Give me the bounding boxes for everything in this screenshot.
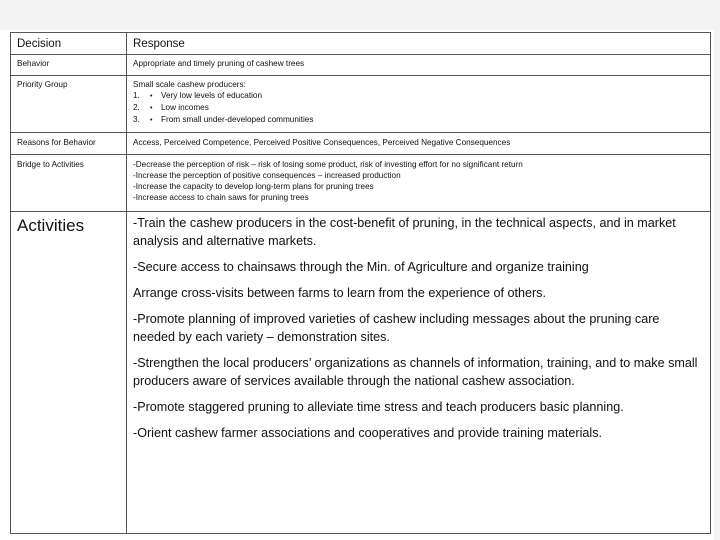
priority-group-label: Priority Group: [11, 76, 127, 133]
priority-item-number: 1.: [133, 91, 140, 100]
slide-top-band: [0, 0, 720, 30]
behavior-label: Behavior: [11, 55, 127, 76]
activity-item: -Secure access to chainsaws through the Min. of Agriculture and organize training: [133, 260, 589, 274]
activities-label: Activities: [17, 216, 85, 235]
priority-item-text: Low incomes: [161, 103, 209, 112]
reasons-label: Reasons for Behavior: [11, 133, 127, 155]
bullet-icon: •: [150, 105, 153, 112]
bridge-row: [11, 155, 711, 212]
table-header-row: [11, 33, 711, 55]
activity-item: -Train the cashew producers in the cost-benefit of pruning, in the technical aspects, and in market analysis and alternative markets.: [133, 216, 676, 248]
activity-item: -Promote staggered pruning to alleviate time stress and teach producers basic planning.: [133, 400, 624, 414]
bridge-line: -Decrease the perception of risk – risk of losing some product, risk of investing effort for no significant return: [133, 160, 523, 169]
priority-group-intro: Small scale cashew producers:: [133, 80, 246, 89]
bridge-line: -Increase the perception of positive consequences – increased production: [133, 171, 401, 180]
decision-table: [10, 32, 711, 534]
bridge-value: [127, 155, 711, 212]
bullet-icon: •: [150, 117, 153, 124]
header-response: Response: [127, 33, 711, 55]
behavior-value: Appropriate and timely pruning of cashew trees: [127, 55, 711, 76]
activity-item: -Promote planning of improved varieties of cashew including messages about the pruning care needed by each variety – demonstration sites.: [133, 312, 660, 344]
bridge-line: -Increase access to chain saws for pruning trees: [133, 193, 309, 202]
activity-item: -Orient cashew farmer associations and cooperatives and provide training materials.: [133, 426, 602, 440]
priority-item: [133, 90, 704, 102]
reasons-value: Access, Perceived Competence, Perceived Positive Consequences, Perceived Negative Consequences: [127, 133, 711, 155]
reasons-row: [11, 133, 711, 155]
priority-item-text: From small under-developed communities: [161, 115, 314, 124]
activity-item: Arrange cross-visits between farms to learn from the experience of others.: [133, 286, 546, 300]
priority-group-value: [127, 76, 711, 133]
priority-group-row: [11, 76, 711, 133]
priority-item-number: 3.: [133, 115, 140, 124]
priority-item: [133, 102, 704, 114]
activity-item: -Strengthen the local producers’ organizations as channels of information, training, and to make small producers aware of services available through the national cashew association.: [133, 356, 698, 388]
behavior-row: [11, 55, 711, 76]
priority-item-text: Very low levels of education: [161, 91, 263, 100]
bridge-label: Bridge to Activities: [11, 155, 127, 212]
activities-value: [127, 212, 711, 534]
activities-label-cell: [11, 212, 127, 534]
priority-item-number: 2.: [133, 103, 140, 112]
activities-row: [11, 212, 711, 534]
bridge-line: -Increase the capacity to develop long-term plans for pruning trees: [133, 182, 374, 191]
header-decision: Decision: [11, 33, 127, 55]
bullet-icon: •: [150, 93, 153, 100]
slide-right-band: [714, 0, 720, 540]
priority-item: [133, 114, 704, 126]
